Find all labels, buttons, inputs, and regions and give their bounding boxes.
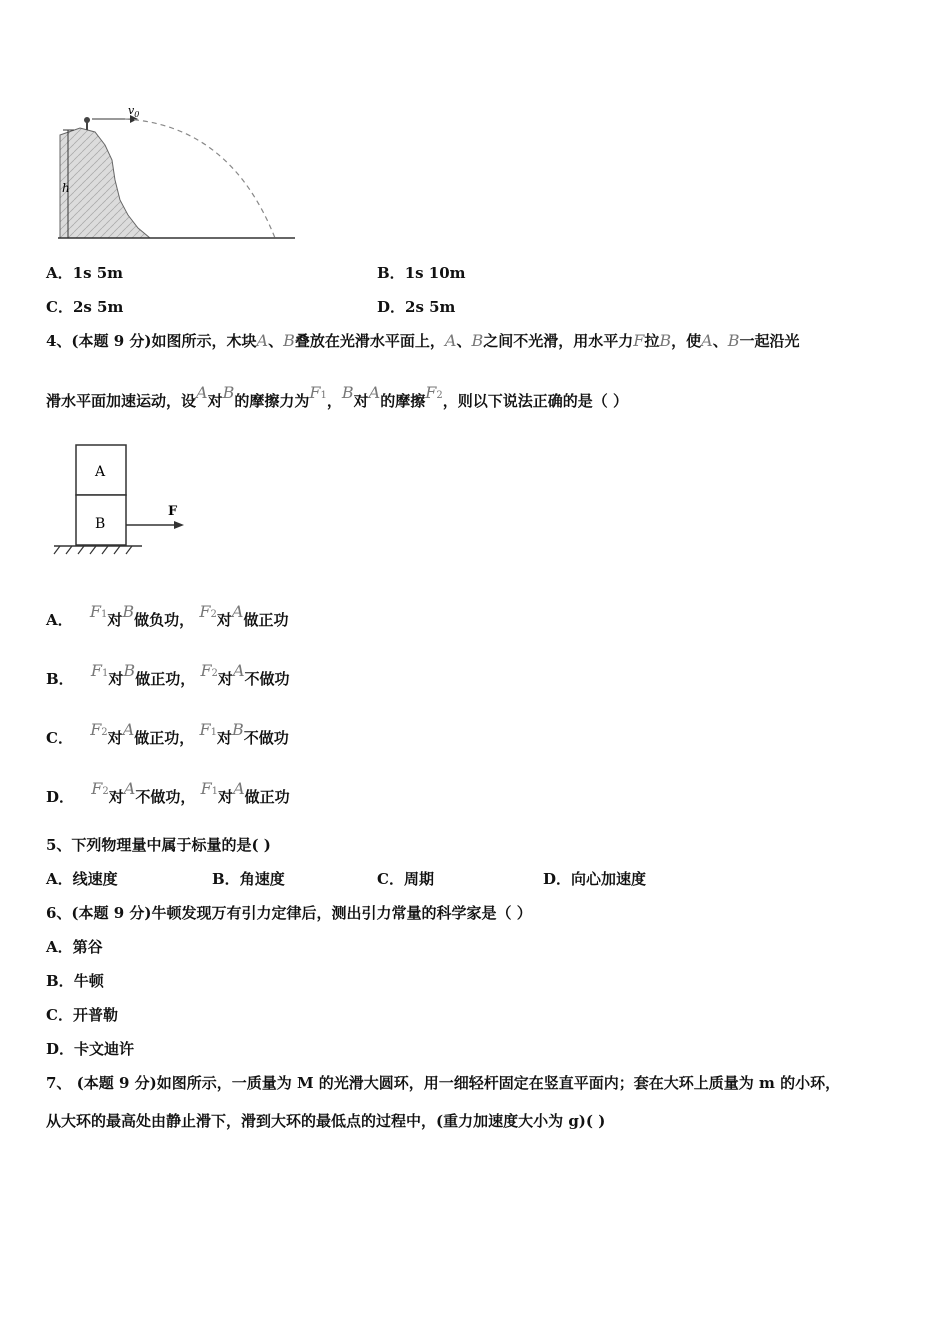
q3-option-a[interactable]: A．1s 5m [46, 264, 124, 282]
cliff-rock [60, 128, 150, 238]
q3-option-d[interactable]: D．2s 5m [377, 298, 456, 316]
q4-option-c[interactable]: C． F2对A做正功， F1对B不做功 [46, 720, 289, 747]
trajectory [125, 119, 275, 238]
q5-option-b[interactable]: B．角速度 [212, 870, 285, 888]
q5-stem: 5、下列物理量中属于标量的是( ) [46, 836, 271, 854]
q4-option-d[interactable]: D． F2对A不做功， F1对A做正功 [46, 779, 290, 806]
q6-option-d[interactable]: D．卡文迪许 [46, 1040, 135, 1058]
q6-option-c[interactable]: C．开普勒 [46, 1006, 118, 1024]
q7-stem-line1: 7、 (本题 9 分)如图所示，一质量为 M 的光滑大圆环，用一细轻杆固定在竖直平面内；套在大环上质量为 m 的小环， [46, 1074, 841, 1092]
q4-stem-line1: 4、(本题 9 分)如图所示，木块A、B叠放在光滑水平面上，A、B之间不光滑，用水平力F拉B，使A、B一起沿光 [46, 331, 800, 350]
force-label: F [168, 504, 178, 519]
q6-option-b[interactable]: B．牛顿 [46, 972, 104, 990]
q7-stem-line2: 从大环的最高处由静止滑下，滑到大环的最低点的过程中，(重力加速度大小为 g)( ) [46, 1112, 606, 1130]
q4-stem-line2: 滑水平面加速运动，设A对B的摩擦力为F1，B对A的摩擦F2，则以下说法正确的是（ ） [46, 383, 628, 410]
q5-option-c[interactable]: C．周期 [377, 870, 434, 888]
stacked-blocks-figure [50, 440, 200, 560]
q5-option-a[interactable]: A．线速度 [46, 870, 118, 888]
q4-option-b[interactable]: B． F1对B做正功， F2对A不做功 [46, 661, 290, 688]
v0-label: $v_0$ [128, 104, 140, 119]
height-label: h [62, 181, 70, 195]
q6-stem: 6、(本题 9 分)牛顿发现万有引力定律后，测出引力常量的科学家是（ ） [46, 904, 532, 922]
q3-option-b[interactable]: B．1s 10m [377, 264, 466, 282]
q5-option-d[interactable]: D．向心加速度 [543, 870, 647, 888]
q4-option-a[interactable]: A． F1对B做负功， F2对A做正功 [46, 602, 289, 629]
block-a-label: A [95, 464, 106, 480]
q6-option-a[interactable]: A．第谷 [46, 938, 103, 956]
block-b-label: B [95, 516, 106, 532]
q3-option-c[interactable]: C．2s 5m [46, 298, 124, 316]
cliff-projectile-figure [50, 100, 300, 245]
